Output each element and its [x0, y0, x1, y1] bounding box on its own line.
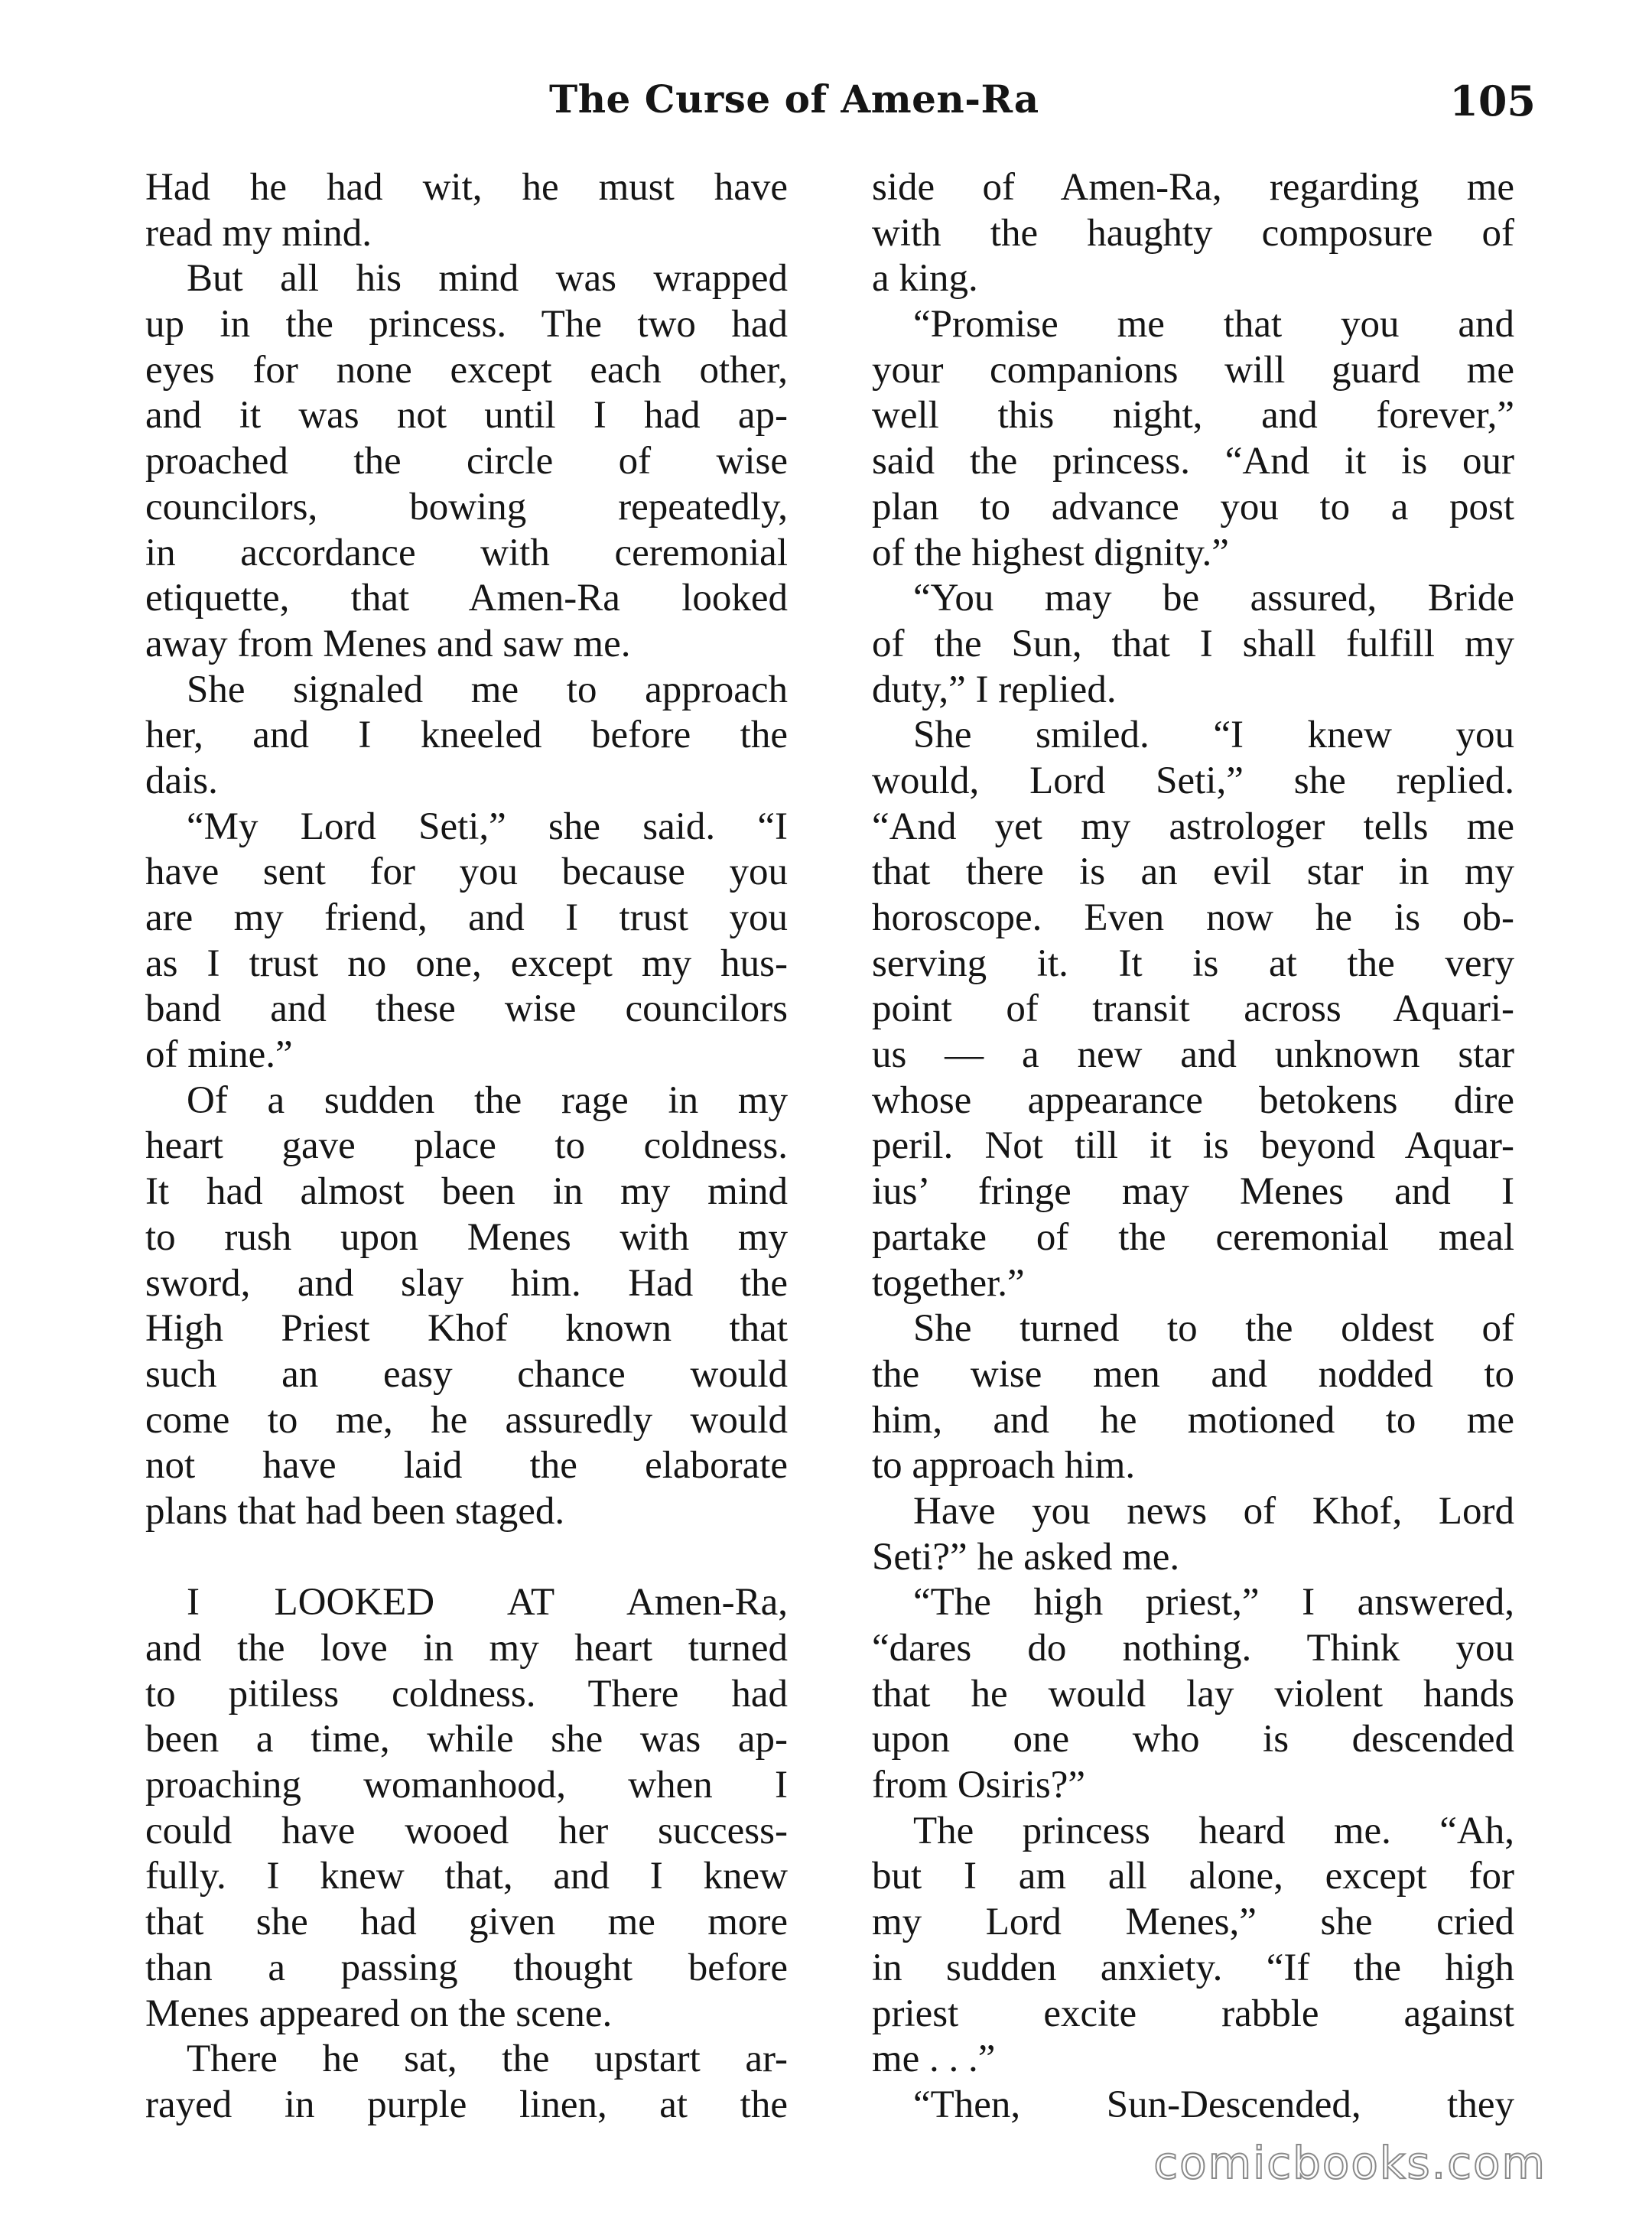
text-line: read my mind.: [145, 211, 372, 255]
text-line: to pitiless coldness. There had: [145, 1672, 788, 1716]
text-line: eyes for none except each other,: [145, 348, 788, 392]
text-line: not have laid the elaborate: [145, 1444, 788, 1488]
text-line: heart gave place to coldness.: [145, 1124, 788, 1168]
text-line: could have wooed her success-: [145, 1809, 788, 1852]
paragraph: [872, 1809, 1514, 2083]
paragraph: [872, 713, 1514, 1306]
running-title: The Curse of Amen-Ra: [549, 76, 1039, 122]
text-line: dais.: [145, 759, 218, 802]
text-line: Of a sudden the rage in my: [187, 1078, 788, 1122]
text-line: that there is an evil star in my: [872, 850, 1514, 894]
text-line: to rush upon Menes with my: [145, 1215, 788, 1259]
text-line: me . . .”: [872, 2038, 996, 2081]
paragraph: [872, 302, 1514, 576]
paragraph: [872, 576, 1514, 713]
text-line: of mine.”: [145, 1033, 293, 1077]
text-line: “The high priest,” I answered,: [913, 1581, 1514, 1624]
text-line: But all his mind was wrapped: [187, 257, 788, 301]
text-line: with the haughty composure of: [872, 211, 1514, 255]
text-line: of the highest dignity.”: [872, 531, 1229, 574]
text-line: your companions will guard me: [872, 348, 1514, 392]
text-line: her, and I kneeled before the: [145, 714, 788, 757]
text-line: to approach him.: [872, 1444, 1136, 1488]
text-line: that she had given me more: [145, 1901, 788, 1944]
text-line: “Promise me that you and: [913, 303, 1514, 346]
text-line: She signaled me to approach: [187, 668, 788, 711]
running-header: [144, 76, 1536, 138]
left-column: [145, 165, 788, 2129]
paragraph: [872, 165, 1514, 302]
text-line: The princess heard me. “Ah,: [913, 1809, 1514, 1852]
text-line: us — a new and unknown star: [872, 1033, 1514, 1077]
text-line: duty,” I replied.: [872, 668, 1117, 711]
text-line: plans that had been staged.: [145, 1489, 565, 1533]
text-line: proached the circle of wise: [145, 440, 788, 483]
text-line: “And yet my astrologer tells me: [872, 805, 1514, 848]
text-line: point of transit across Aquari-: [872, 987, 1514, 1031]
text-line: There he sat, the upstart ar-: [187, 2038, 788, 2081]
text-line: said the princess. “And it is our: [872, 440, 1514, 483]
paragraph: [145, 165, 788, 256]
text-line: from Osiris?”: [872, 1764, 1086, 1807]
paragraph: [145, 668, 788, 805]
text-line: councilors, bowing repeatedly,: [145, 485, 788, 528]
text-line: ius’ fringe may Menes and I: [872, 1170, 1514, 1214]
text-line: than a passing thought before: [145, 1946, 788, 1989]
text-line: “Then, Sun-Descended, they: [913, 2083, 1514, 2126]
text-line: horoscope. Even now he is ob-: [872, 896, 1514, 939]
text-line: side of Amen-Ra, regarding me: [872, 166, 1514, 209]
text-line: “My Lord Seti,” she said. “I: [187, 805, 788, 848]
text-line: but I am all alone, except for: [872, 1855, 1514, 1898]
text-line: rayed in purple linen, at the: [145, 2083, 788, 2126]
paragraph: [145, 256, 788, 667]
text-line: priest excite rabble against: [872, 1992, 1514, 2035]
text-line: fully. I knew that, and I knew: [145, 1855, 788, 1898]
text-line: partake of the ceremonial meal: [872, 1215, 1514, 1259]
text-line: Had he had wit, he must have: [145, 166, 788, 209]
text-line: and the love in my heart turned: [145, 1627, 788, 1670]
text-line: well this night, and forever,”: [872, 394, 1514, 437]
text-line: She turned to the oldest of: [913, 1307, 1514, 1351]
text-line: would, Lord Seti,” she replied.: [872, 759, 1514, 802]
text-line: such an easy chance would: [145, 1352, 788, 1396]
text-line: and it was not until I had ap-: [145, 394, 788, 437]
text-line: “dares do nothing. Think you: [872, 1627, 1514, 1670]
text-line: band and these wise councilors: [145, 987, 788, 1031]
paragraph: [145, 1580, 788, 2037]
text-line: in sudden anxiety. “If the high: [872, 1946, 1514, 1989]
text-line: peril. Not till it is beyond Aquar-: [872, 1124, 1514, 1168]
text-line: my Lord Menes,” she cried: [872, 1901, 1514, 1944]
section-break: [145, 1535, 788, 1581]
paragraph: [872, 1580, 1514, 1808]
paragraph: [872, 1306, 1514, 1489]
text-line: as I trust no one, except my hus-: [145, 942, 788, 985]
text-line: of the Sun, that I shall fulfill my: [872, 622, 1514, 665]
paragraph: [145, 2037, 788, 2128]
text-line: in accordance with ceremonial: [145, 531, 788, 574]
paragraph: [145, 1078, 788, 1535]
paragraph: [145, 805, 788, 1078]
text-line: Seti?” he asked me.: [872, 1535, 1180, 1579]
text-line: up in the princess. The two had: [145, 303, 788, 346]
page-number: 105: [1449, 76, 1536, 125]
text-line: him, and he motioned to me: [872, 1398, 1514, 1442]
text-line: plan to advance you to a post: [872, 485, 1514, 528]
text-line: It had almost been in my mind: [145, 1170, 788, 1214]
text-line: Have you news of Khof, Lord: [913, 1489, 1514, 1533]
text-line: whose appearance betokens dire: [872, 1078, 1514, 1122]
watermark-text: comicbooks.com: [1153, 2137, 1546, 2189]
text-line: been a time, while she was ap-: [145, 1718, 788, 1761]
text-line: serving it. It is at the very: [872, 942, 1514, 985]
text-line: upon one who is descended: [872, 1718, 1514, 1761]
text-line: Menes appeared on the scene.: [145, 1992, 613, 2035]
text-line: come to me, he assuredly would: [145, 1398, 788, 1442]
paragraph: [872, 1489, 1514, 1580]
right-column: [872, 165, 1514, 2129]
text-line: proaching womanhood, when I: [145, 1764, 788, 1807]
text-line: the wise men and nodded to: [872, 1352, 1514, 1396]
text-line: I LOOKED AT Amen-Ra,: [187, 1581, 788, 1624]
text-line: away from Menes and saw me.: [145, 622, 631, 665]
text-line: together.”: [872, 1261, 1025, 1305]
text-line: have sent for you because you: [145, 850, 788, 894]
text-line: are my friend, and I trust you: [145, 896, 788, 939]
text-line: High Priest Khof known that: [145, 1307, 788, 1351]
text-line: sword, and slay him. Had the: [145, 1261, 788, 1305]
text-line: that he would lay violent hands: [872, 1672, 1514, 1716]
paragraph: [872, 2083, 1514, 2129]
text-line: etiquette, that Amen-Ra looked: [145, 577, 788, 620]
text-line: “You may be assured, Bride: [913, 577, 1514, 620]
text-line: She smiled. “I knew you: [913, 714, 1514, 757]
text-line: a king.: [872, 257, 978, 301]
